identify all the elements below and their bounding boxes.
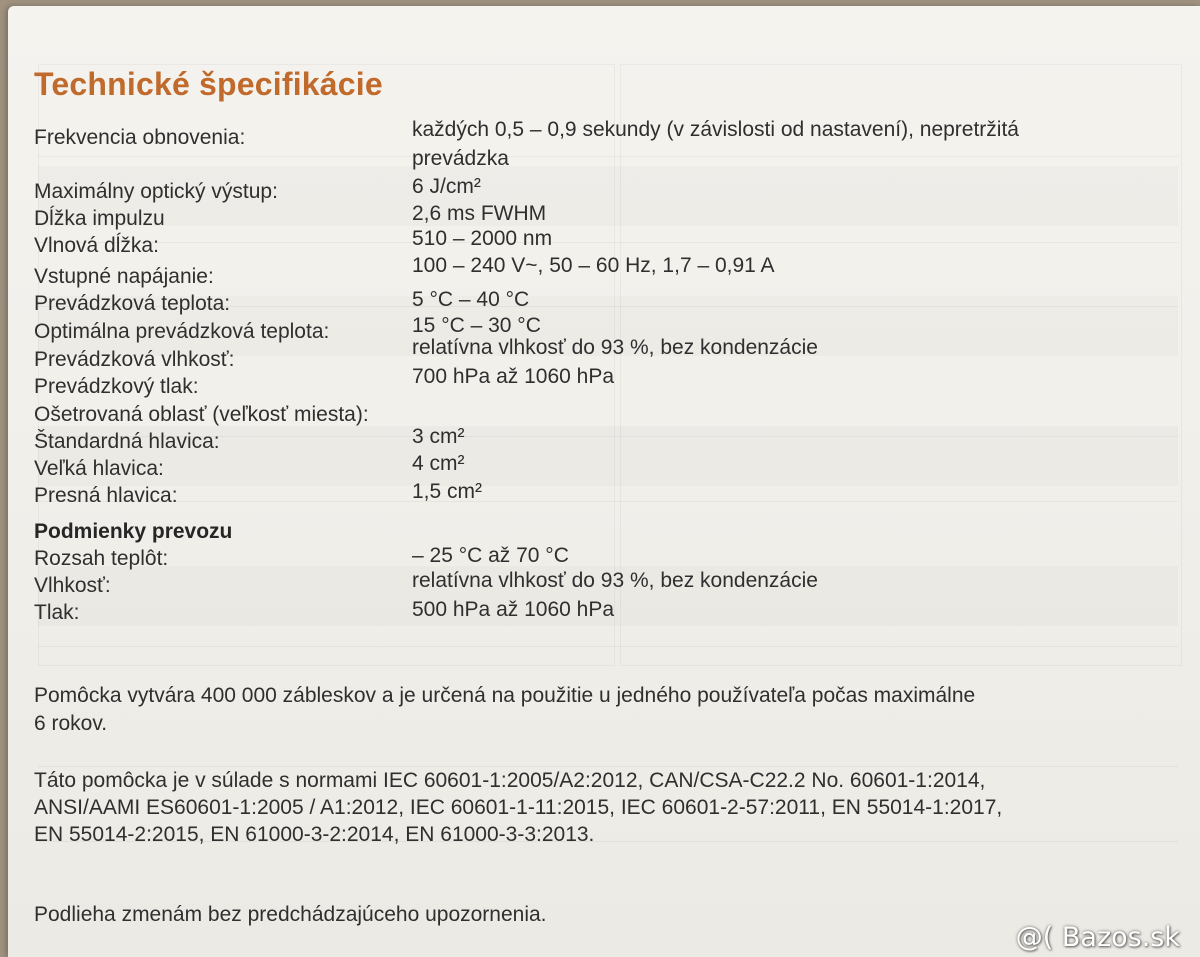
spec-label-operating-pressure: Prevádzkový tlak: (34, 375, 199, 398)
spec-label-operating-humidity: Prevádzková vlhkosť: (34, 348, 235, 371)
standards-paragraph-line-1: Táto pomôcka je v súlade s normami IEC 60601-1:2005/A2:2012, CAN/CSA-C22.2 No. 60601-1:2014, (34, 769, 986, 792)
spec-label-refresh: Frekvencia obnovenia: (34, 126, 246, 149)
transport-label-temperature: Rozsah teplôt: (34, 547, 169, 570)
page-title: Technické špecifikácie (34, 66, 383, 102)
spec-value-power-input: 100 – 240 V~, 50 – 60 Hz, 1,7 – 0,91 A (412, 254, 775, 277)
spec-value-standard-head: 3 cm² (412, 425, 465, 448)
transport-label-pressure: Tlak: (34, 601, 80, 624)
lifetime-paragraph-line-1: Pomôcka vytvára 400 000 zábleskov a je určená na použitie u jedného používateľa počas maximálne (34, 684, 976, 707)
transport-value-humidity: relatívna vlhkosť do 93 %, bez kondenzácie (412, 569, 818, 592)
spec-label-treatment-area: Ošetrovaná oblasť (veľkosť miesta): (34, 403, 369, 426)
spec-label-standard-head: Štandardná hlavica: (34, 430, 220, 453)
spec-value-optical-output: 6 J/cm² (412, 175, 481, 198)
lifetime-paragraph-line-2: 6 rokov. (34, 712, 108, 735)
spec-value-operating-pressure: 700 hPa až 1060 hPa (412, 365, 615, 388)
spec-value-pulse-length: 2,6 ms FWHM (412, 202, 547, 225)
document-page (8, 6, 1200, 957)
spec-label-wavelength: Vlnová dĺžka: (34, 234, 159, 257)
transport-value-pressure: 500 hPa až 1060 hPa (412, 598, 615, 621)
spec-value-operating-humidity: relatívna vlhkosť do 93 %, bez kondenzácie (412, 336, 818, 359)
spec-label-pulse-length: Dĺžka impulzu (34, 207, 165, 230)
transport-label-humidity: Vlhkosť: (34, 574, 111, 597)
spec-value-optimal-temp: 15 °C – 30 °C (412, 314, 541, 337)
spec-label-operating-temp: Prevádzková teplota: (34, 292, 231, 315)
spec-value-operating-temp: 5 °C – 40 °C (412, 288, 530, 311)
spec-label-optical-output: Maximálny optický výstup: (34, 180, 278, 203)
spec-label-optimal-temp: Optimálna prevádzková teplota: (34, 320, 330, 343)
spec-value-refresh: každých 0,5 – 0,9 sekundy (v závislosti od nastavení), nepretržitá (412, 118, 1019, 141)
spec-label-precision-head: Presná hlavica: (34, 484, 178, 507)
transport-value-temperature: – 25 °C až 70 °C (412, 544, 569, 567)
spec-label-large-head: Veľká hlavica: (34, 457, 164, 480)
transport-section-title: Podmienky prevozu (34, 520, 233, 543)
spec-value-large-head: 4 cm² (412, 452, 465, 475)
standards-paragraph-line-2: ANSI/AAMI ES60601-1:2005 / A1:2012, IEC 60601-1-11:2015, IEC 60601-2-57:2011, EN 55014-1:2017, (34, 796, 1003, 819)
spec-value-refresh-continued: prevádzka (412, 147, 509, 170)
bazos-watermark: @( Bazos.sk (1015, 922, 1180, 953)
spec-value-wavelength: 510 – 2000 nm (412, 227, 553, 250)
standards-paragraph-line-3: EN 55014-2:2015, EN 61000-3-2:2014, EN 61000-3-3:2013. (34, 823, 595, 846)
notice-paragraph: Podlieha zmenám bez predchádzajúceho upozornenia. (34, 903, 547, 926)
spec-value-precision-head: 1,5 cm² (412, 480, 483, 503)
spec-label-power-input: Vstupné napájanie: (34, 265, 214, 288)
